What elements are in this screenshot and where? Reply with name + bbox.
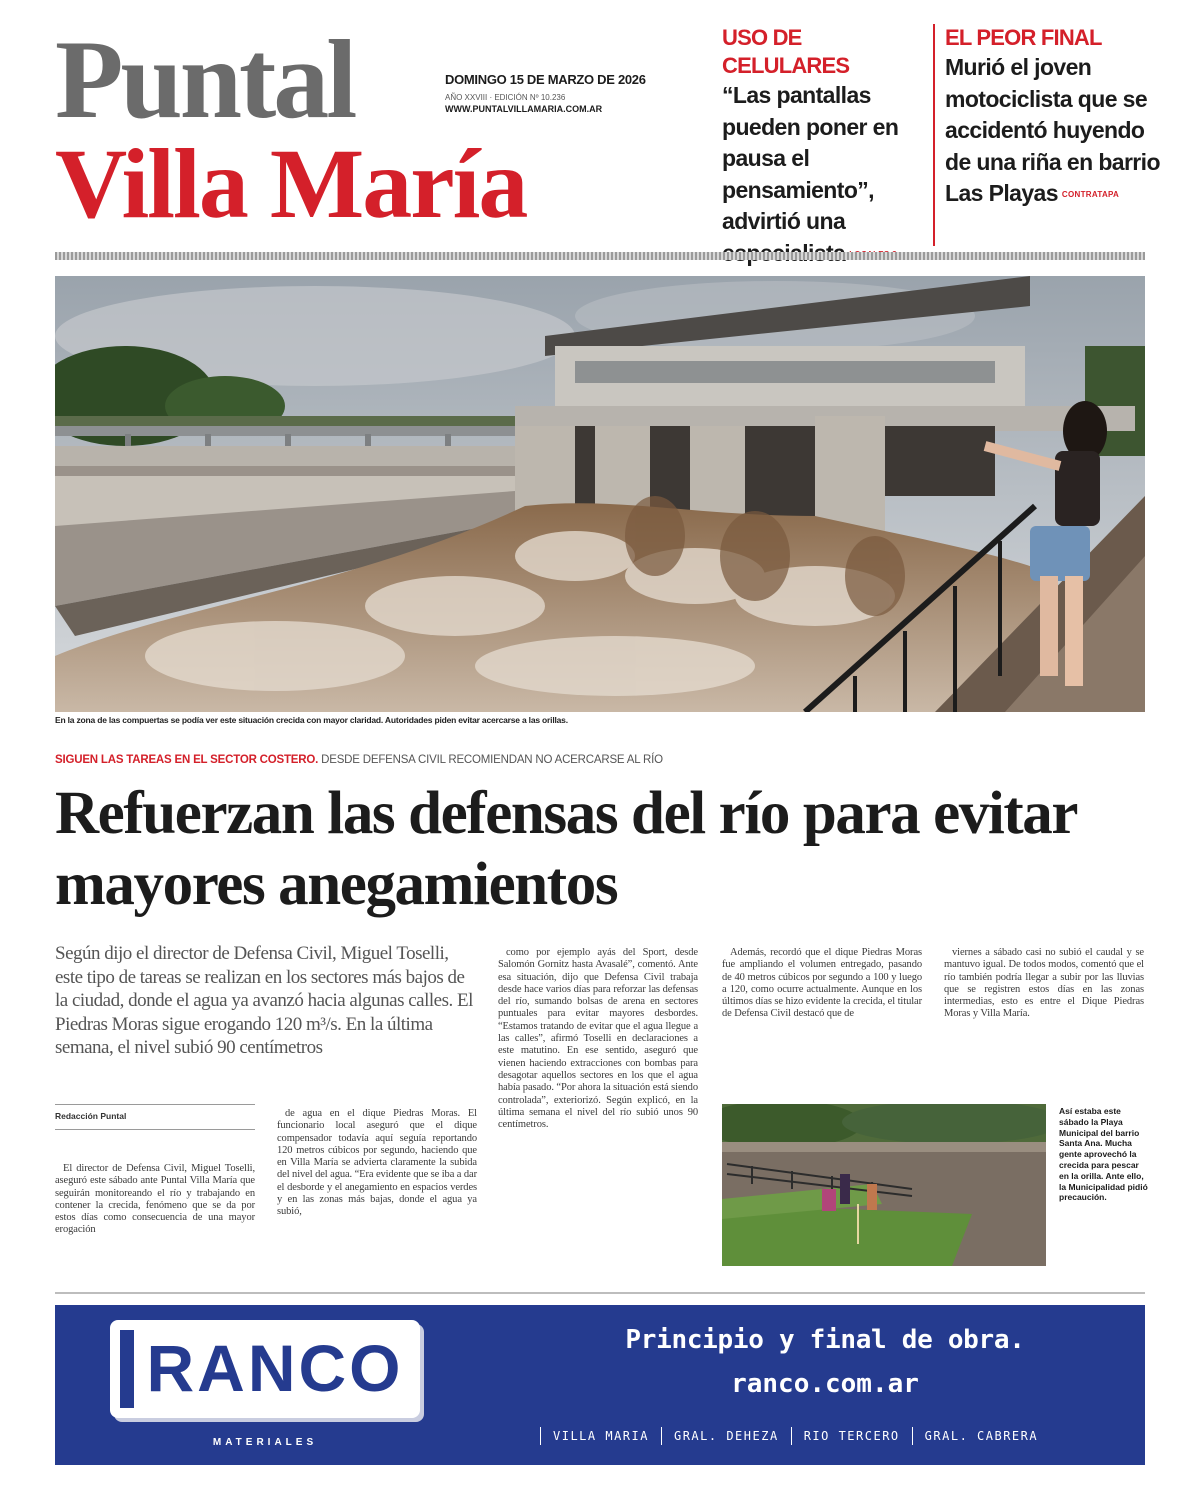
masthead-villa-maria: Villa María <box>55 128 527 239</box>
ad-locations <box>540 1427 1050 1445</box>
masthead-divider <box>55 252 1145 260</box>
story-column-4: Además, recordó que el dique Piedras Moras fue ampliando el volumen entregado, pasando de 40 metros cúbicos por segundo a 100 y luego a 120, como ocurre actualmente. Aunque en los últimos días se hizo evidente la crecida, el titular de Defensa Civil destacó que de <box>722 947 922 1020</box>
photo-caption: En la zona de las compuertas se podía ver este situación crecida con mayor claridad. Autoridades piden evitar acercarse a las orillas. <box>55 715 568 725</box>
issue-edition: AÑO XXVIII · EDICIÓN Nº 10.236 <box>445 93 566 102</box>
main-photo-dam <box>55 276 1145 712</box>
ranco-ad[interactable] <box>55 1305 1145 1465</box>
story-deck: Según dijo el director de Defensa Civil, Miguel Toselli, este tipo de tareas se realizan en los sectores más bajos de la ciudad, donde el agua ya avanzó hacia algunas calles. El Piedras Moras sigue erogando 120 m³/s. En la última semana, el nivel subió 90 centímetros <box>55 943 473 1058</box>
bottom-rule <box>55 1292 1145 1294</box>
story-overline <box>55 754 663 766</box>
main-headline[interactable]: Refuerzan las defensas del río para evitar mayores anegamientos <box>55 780 1076 918</box>
byline: Redacción Puntal <box>55 1111 127 1121</box>
inset-photo-playa <box>722 1104 1046 1266</box>
story-column-5: viernes a sábado casi no subió el caudal y se mantuvo igual. De todos modos, comentó que el río también podría llegar a subir por las lluvias que se registren estos días en las zonas intermedias, esto es entre el Dique Piedras Moras y Villa María. <box>944 947 1144 1020</box>
site-url[interactable]: WWW.PUNTALVILLAMARIA.COM.AR <box>445 104 603 114</box>
ranco-logo-bar <box>120 1330 134 1408</box>
masthead-puntal: Puntal <box>55 18 355 142</box>
story-column-3: como por ejemplo ayás del Sport, desde Salomón Gornitz hasta Avasalé”, comentó. Ante esa situación, dijo que Defensa Civil trabaja desde hace varios días para reforzar las defensas del río, sumando bolsas de arena en sectores puntuales para evitar mayores desbordes. “Estamos tratando de evitar que el agua llegue a las calles”, afirmó Toselli en declaraciones a este matutino. En ese sentido, aseguró que vienen haciendo extracciones con bombas para desagotar aquellos sectores en los que el agua había pasado. “Por ahora la situación está siendo controlada”, exteriorizó. Según explicó, en la última semana el nivel del río subió unos 90 centímetros. <box>498 947 698 1131</box>
ad-url[interactable]: ranco.com.ar <box>731 1369 919 1399</box>
overline-gray: DESDE DEFENSA CIVIL RECOMIENDAN NO ACERCARSE AL RÍO <box>321 754 663 766</box>
story-column-2: de agua en el dique Piedras Moras. El funcionario local aseguró que el dique compensador todavía aquí seguía reportando 120 metros cúbicos por segundo, haciendo que en Villa María se advierta claramente la subida del nivel del agua. “Era evidente que se iba a dar el desborde y el anegamiento en espacios verdes y en las zonas más bajas, donde el agua ya subió, <box>277 1108 477 1218</box>
ad-location: RIO TERCERO <box>791 1427 912 1445</box>
teaser-kicker: EL PEOR FINAL <box>945 25 1102 50</box>
ranco-logo: RANCO <box>146 1331 404 1405</box>
teaser-kicker: USO DE CELULARES <box>722 25 850 78</box>
ad-location: VILLA MARIA <box>540 1427 661 1445</box>
ranco-logo-box <box>110 1320 420 1418</box>
teaser-title: Murió el joven motociclista que se accidentó huyendo de una riña en barrio Las Playas <box>945 54 1160 206</box>
byline-rule-bottom <box>55 1129 255 1130</box>
overline-red: SIGUEN LAS TAREAS EN EL SECTOR COSTERO. <box>55 754 319 766</box>
masthead-meta <box>445 72 646 114</box>
masthead-logo <box>55 18 527 239</box>
teaser-title: “Las pantallas pueden poner en pausa el pensamiento”, advirtió una <box>722 82 899 234</box>
byline-rule-top <box>55 1104 255 1105</box>
issue-date: DOMINGO 15 DE MARZO DE 2026 <box>445 72 646 87</box>
teaser-celulares[interactable] <box>722 24 927 270</box>
teaser-peor-final[interactable] <box>945 24 1160 211</box>
ad-slogan: Principio y final de obra. <box>625 1325 1025 1355</box>
teaser-divider <box>933 24 935 246</box>
ad-location: GRAL. CABRERA <box>912 1427 1050 1445</box>
teaser-section: CONTRATAPA <box>1061 190 1120 200</box>
ranco-logo-sub: MATERIALES <box>212 1437 318 1448</box>
inset-caption: Así estaba este sábado la Playa Municipal del barrio Santa Ana. Mucha gente aprovechó la crecida para pescar en la orilla. Ante ello, la Municipalidad pidió precaución. <box>1059 1106 1148 1203</box>
story-column-1: El director de Defensa Civil, Miguel Toselli, aseguró este sábado ante Puntal Villa María que seguirán monitoreando el río y trabajando en contener la crecida, fenómeno que se da por estos días como consecuencia de una mayor erogación <box>55 1163 255 1236</box>
ad-location: GRAL. DEHEZA <box>661 1427 791 1445</box>
